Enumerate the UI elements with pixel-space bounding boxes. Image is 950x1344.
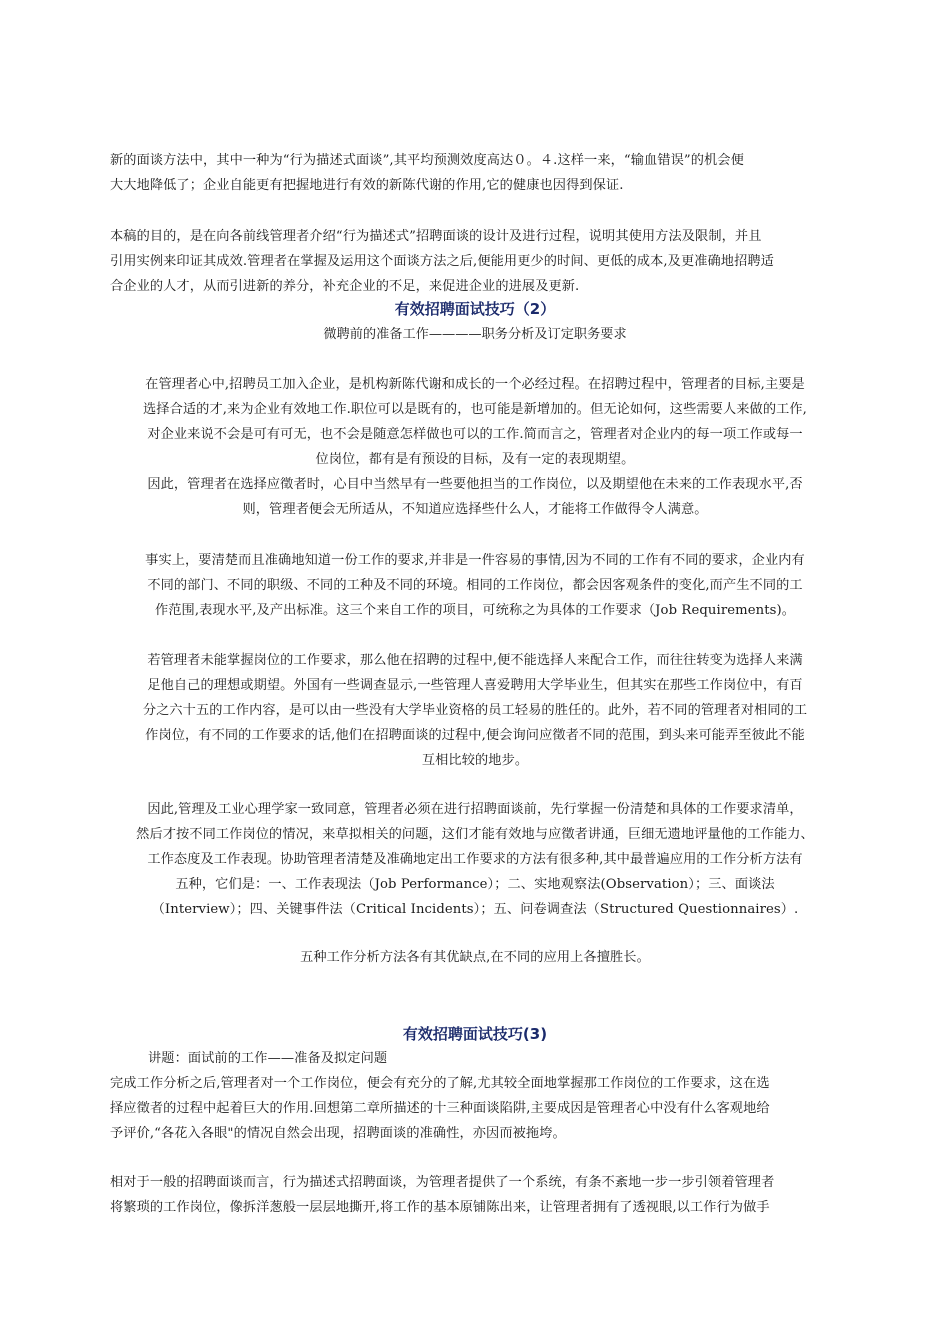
text-line: 因此，管理者在选择应徵者时，心目中当然早有一些要他担当的工作岗位，以及期望他在未来的工作表现水平,否 (147, 477, 803, 492)
intro-paragraph-1 (110, 148, 840, 198)
text-line: 予评价,“各花入各眼"的情况自然会出现，招聘面谈的准确性，亦因而被拖垮。 (110, 1126, 566, 1141)
text-line: 则，管理者便会无所适从，不知道应选择些什么人，才能将工作做得令人满意。 (242, 502, 708, 517)
text-line: 新的面谈方法中，其中一种为“行为描述式面谈”,其平均预测效度高达０。４.这样一来，“输血错误”的机会便 (110, 153, 744, 168)
text-line: 若管理者未能掌握岗位的工作要求，那么他在招聘的过程中,便不能选择人来配合工作，而往往转变为选择人来满 (147, 653, 803, 668)
text-line: 对企业来说不会是可有可无，也不会是随意怎样做也可以的工作.简而言之，管理者对企业内的每一项工作或每一 (147, 427, 803, 442)
text-line: 互相比较的地步。 (421, 753, 529, 768)
text-line: 分之六十五的工作内容，是可以由一些没有大学毕业资格的员工轻易的胜任的。此外，若不同的管理者对相同的工 (142, 703, 808, 718)
section-2-paragraph-5 (110, 945, 840, 970)
text-line: 相对于一般的招聘面谈而言，行为描述式招聘面谈，为管理者提供了一个系统，有条不紊地一步一步引领着管理者 (110, 1175, 775, 1190)
section-3-title: 有效招聘面试技巧(3) (402, 1025, 548, 1043)
text-line: 选择合适的才,来为企业有效地工作.职位可以是既有的，也可能是新增加的。但无论如何，这些需要人来做的工作, (143, 402, 807, 417)
text-line: 然后才按不同工作岗位的情况，来草拟相关的问题，这们才能有效地与应徵者讲通，巨细无遗地评量他的工作能力、 (136, 827, 814, 842)
text-line: 完成工作分析之后,管理者对一个工作岗位，便会有充分的了解,尤其较全面地掌握那工作岗位的工作要求，这在选 (110, 1076, 770, 1091)
section-2-subtitle: 微聘前的准备工作————职务分析及订定职务要求 (323, 327, 627, 342)
text-line: 工作态度及工作表现。协助管理者清楚及准确地定出工作要求的方法有很多种,其中最普遍应用的工作分析方法有 (147, 852, 803, 867)
section-3-heading (110, 1022, 840, 1047)
section-3-topic-line: 讲题：面试前的工作——准备及拟定问题 (148, 1051, 388, 1066)
text-line: 事实上，要清楚而且准确地知道一份工作的要求,并非是一件容易的事情,因为不同的工作有不同的要求，企业内有 (145, 553, 805, 568)
text-line: 五种，它们是：一、工作表现法（Job Performance）；二、实地观察法(Observation）；三、面谈法 (175, 877, 775, 892)
section-2-paragraph-2 (110, 548, 840, 623)
text-line: 择应徵者的过程中起着巨大的作用.回想第二章所描述的十三种面谈陷阱,主要成因是管理者心中没有什么客观地给 (110, 1101, 770, 1116)
section-3-paragraph-1 (110, 1071, 840, 1146)
text-line: 足他自己的理想或期望。外国有一些调查显示,一些管理人喜爱聘用大学毕业生，但其实在那些工作岗位中，有百 (147, 678, 803, 693)
intro-paragraph-2 (110, 224, 840, 299)
section-3-paragraph-2 (110, 1170, 840, 1220)
section-2-paragraph-3 (110, 648, 840, 773)
section-2-heading (110, 297, 840, 347)
text-line: 大大地降低了；企业自能更有把握地进行有效的新陈代谢的作用,它的健康也因得到保证. (110, 178, 624, 193)
text-line: 位岗位，都有是有预设的目标，及有一定的表现期望。 (315, 452, 635, 467)
section-3-topic (110, 1046, 840, 1071)
section-2-paragraph-4 (110, 797, 840, 922)
text-line: 五种工作分析方法各有其优缺点,在不同的应用上各擅胜长。 (300, 950, 650, 965)
section-2-paragraph-1 (110, 372, 840, 522)
text-line: 在管理者心中,招聘员工加入企业，是机构新陈代谢和成长的一个必经过程。在招聘过程中，管理者的目标,主要是 (145, 377, 805, 392)
text-line: 不同的部门、不同的职级、不同的工种及不同的环境。相同的工作岗位，都会因客观条件的变化,而产生不同的工 (147, 578, 803, 593)
text-line: 因此,管理及工业心理学家一致同意，管理者必须在进行招聘面谈前，先行掌握一份清楚和具体的工作要求清单， (147, 802, 803, 817)
text-line: 作范围,表现水平,及产出标准。这三个来自工作的项目，可统称之为具体的工作要求（Job Requirements)。 (154, 603, 796, 618)
text-line: 引用实例来印证其成效.管理者在掌握及运用这个面谈方法之后,便能用更少的时间、更低的成本,及更准确地招聘适 (110, 254, 774, 269)
text-line: 将繁琐的工作岗位，像拆洋葱般一层层地撕开,将工作的基本原铺陈出来，让管理者拥有了透视眼,以工作行为做手 (110, 1200, 770, 1215)
section-2-title: 有效招聘面试技巧（2） (394, 300, 556, 318)
text-line: 合企业的人才，从而引进新的养分，补充企业的不足，来促进企业的进展及更新. (110, 279, 580, 294)
text-line: 本稿的目的，是在向各前线管理者介绍“行为描述式”招聘面谈的设计及进行过程，说明其使用方法及限制，并且 (110, 229, 762, 244)
text-line: （Interview）；四、关键事件法（Critical Incidents）；五、问卷调查法（Structured Questionnaires）. (151, 902, 799, 917)
text-line: 作岗位，有不同的工作要求的话,他们在招聘面谈的过程中,便会询问应徵者不同的范围，到头来可能弄至彼此不能 (145, 728, 805, 743)
